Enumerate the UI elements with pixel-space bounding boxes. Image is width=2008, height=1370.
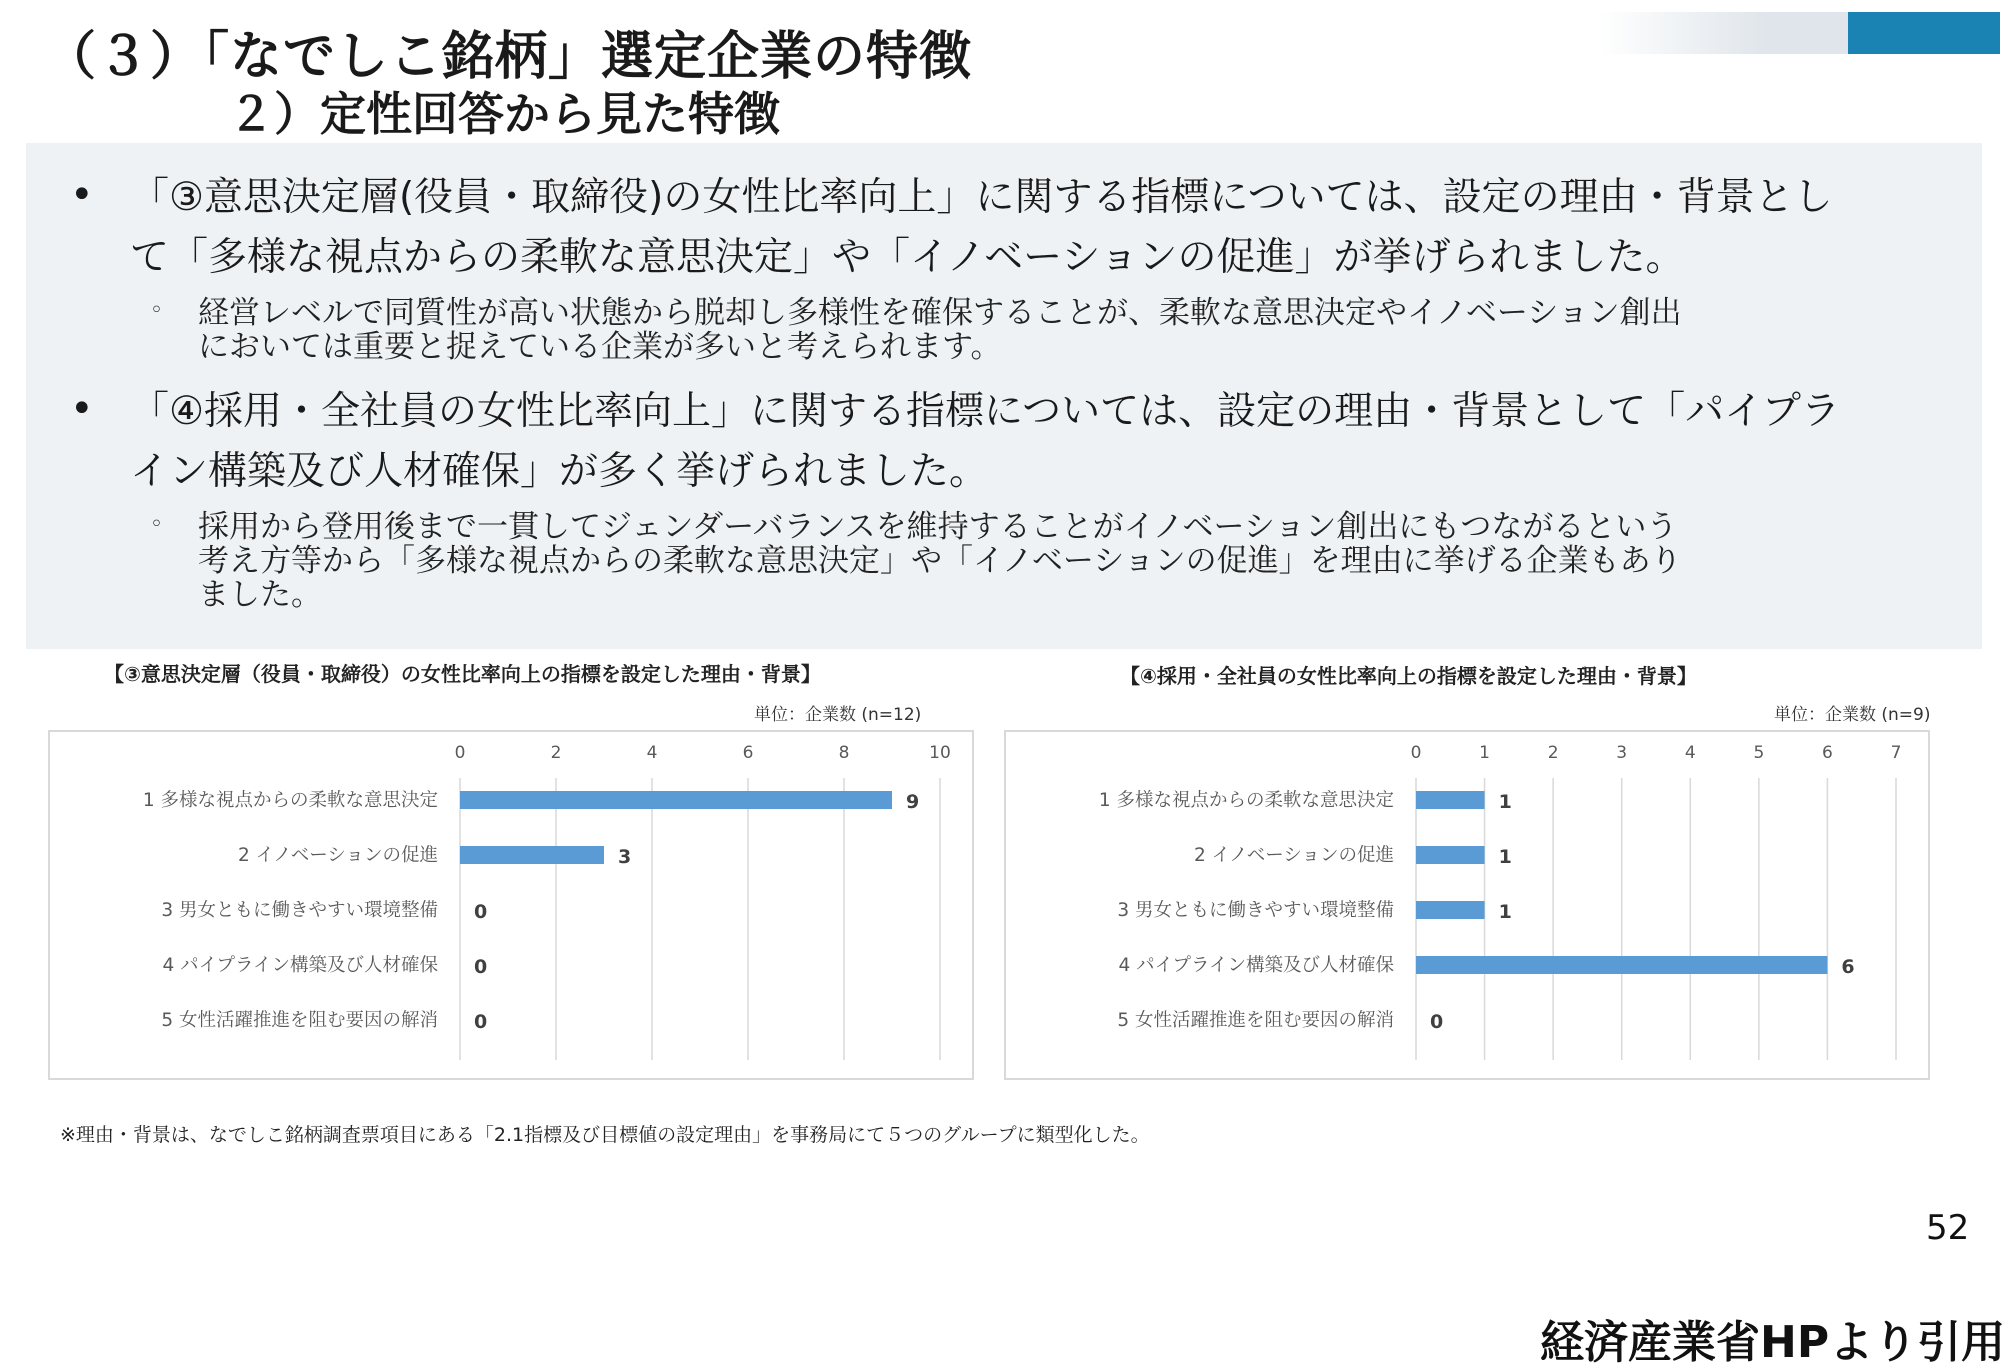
chart2-svg xyxy=(1006,732,1932,1082)
chart2-tick-label: 2 xyxy=(1547,743,1559,763)
chart2-category-label: 4 パイプライン構築及び人材確保 xyxy=(1118,955,1394,976)
source-credit: 経済産業省HPより引用 xyxy=(1540,1317,2006,1368)
chart1-category-label: 4 パイプライン構築及び人材確保 xyxy=(162,955,438,976)
bullet-2-line1: 「④採用・全社員の女性比率向上」に関する指標については、設定の理由・背景として「パイプラ xyxy=(130,389,1841,434)
chart2-unit: 単位：企業数 (n=9) xyxy=(1774,705,1931,725)
chart1-category-label: 3 男女ともに働きやすい環境整備 xyxy=(161,900,438,921)
chart1-category-label: 1 多様な視点からの柔軟な意思決定 xyxy=(142,790,438,811)
chart2-bar xyxy=(1416,956,1827,974)
bullet-1-sub-line2: においては重要と捉えている企業が多いと考えられます。 xyxy=(198,329,1002,365)
chart1-category-label: 2 イノベーションの促進 xyxy=(237,845,438,866)
chart2-tick-label: 7 xyxy=(1890,743,1902,763)
chart2-tick-label: 5 xyxy=(1753,743,1765,763)
chart1-data-label: 0 xyxy=(474,1011,488,1033)
bullet-2-line2: イン構築及び人材確保」が多く挙げられました。 xyxy=(130,449,989,494)
slide-subtitle: ２）定性回答から見た特徴 xyxy=(228,87,780,141)
chart1-bar xyxy=(460,846,604,864)
chart1-title: 【③意思決定層（役員・取締役）の女性比率向上の指標を設定した理由・背景】 xyxy=(104,662,821,686)
chart1-svg xyxy=(50,732,976,1082)
chart2-tick-label: 4 xyxy=(1684,743,1696,763)
chart1-category-label: 5 女性活躍推進を阻む要因の解消 xyxy=(161,1010,438,1031)
chart2-category-label: 1 多様な視点からの柔軟な意思決定 xyxy=(1098,790,1394,811)
chart2-bar xyxy=(1416,846,1485,864)
chart2-category-label: 5 女性活躍推進を阻む要因の解消 xyxy=(1117,1010,1394,1031)
page-number: 52 xyxy=(1926,1208,1970,1248)
chart1-data-label: 0 xyxy=(474,901,488,923)
chart2-tick-label: 6 xyxy=(1822,743,1833,763)
chart2-tick-label: 1 xyxy=(1479,743,1490,763)
chart2-tick-label: 0 xyxy=(1410,743,1422,763)
chart1-tick-label: 0 xyxy=(454,743,466,763)
chart1-data-label: 3 xyxy=(618,846,632,868)
chart2-bar xyxy=(1416,901,1485,919)
bullet-2-sub-line2: 考え方等から「多様な視点からの柔軟な意思決定」や「イノベーションの促進」を理由に挙げる企業もあり xyxy=(198,543,1682,579)
chart1-unit: 単位：企業数 (n=12) xyxy=(754,705,922,725)
chart1-tick-label: 10 xyxy=(929,743,951,763)
bullet-dot: • xyxy=(70,172,94,218)
chart2-title: 【④採用・全社員の女性比率向上の指標を設定した理由・背景】 xyxy=(1120,664,1697,688)
chart2-data-label: 0 xyxy=(1430,1011,1444,1033)
chart2-data-label: 1 xyxy=(1498,791,1512,813)
chart2-data-label: 6 xyxy=(1841,956,1855,978)
chart1-tick-label: 8 xyxy=(838,743,850,763)
chart2-data-label: 1 xyxy=(1498,846,1512,868)
bullet-1-line1: 「③意思決定層(役員・取締役)の女性比率向上」に関する指標については、設定の理由・背景とし xyxy=(130,175,1833,220)
chart2-data-label: 1 xyxy=(1498,901,1512,923)
chart1-data-label: 9 xyxy=(906,791,920,813)
bullet-2-sub-line1: 採用から登用後まで一貫してジェンダーバランスを維持することがイノベーション創出にもつながるという xyxy=(198,509,1678,545)
sub-bullet-marker: ◦ xyxy=(150,298,163,323)
bullet-1-sub-line1: 経営レベルで同質性が高い状態から脱却し多様性を確保することが、柔軟な意思決定やイノベーション創出 xyxy=(198,295,1682,331)
chart1-tick-label: 2 xyxy=(550,743,562,763)
chart2-bar xyxy=(1416,791,1485,809)
sub-bullet-marker: ◦ xyxy=(150,512,163,537)
bullet-dot: • xyxy=(70,386,94,432)
chart1-data-label: 0 xyxy=(474,956,488,978)
bullet-2-sub-line3: ました。 xyxy=(198,577,322,613)
chart1-tick-label: 4 xyxy=(646,743,658,763)
footnote: ※理由・背景は、なでしこ銘柄調査票項目にある「2.1指標及び目標値の設定理由」を事務局にて５つのグループに類型化した。 xyxy=(60,1124,1150,1146)
chart2-category-label: 2 イノベーションの促進 xyxy=(1193,845,1394,866)
bullet-1-line2: て「多様な視点からの柔軟な意思決定」や「イノベーションの促進」が挙げられました。 xyxy=(130,235,1685,280)
slide-title: （３）「なでしこ銘柄」選定企業の特徴 xyxy=(44,27,973,87)
chart1-panel xyxy=(48,730,974,1080)
chart2-panel xyxy=(1004,730,1930,1080)
chart1-bar xyxy=(460,791,892,809)
chart1-tick-label: 6 xyxy=(742,743,754,763)
chart2-category-label: 3 男女ともに働きやすい環境整備 xyxy=(1117,900,1394,921)
header-accent-bar xyxy=(1600,12,2000,54)
chart2-tick-label: 3 xyxy=(1616,743,1628,763)
